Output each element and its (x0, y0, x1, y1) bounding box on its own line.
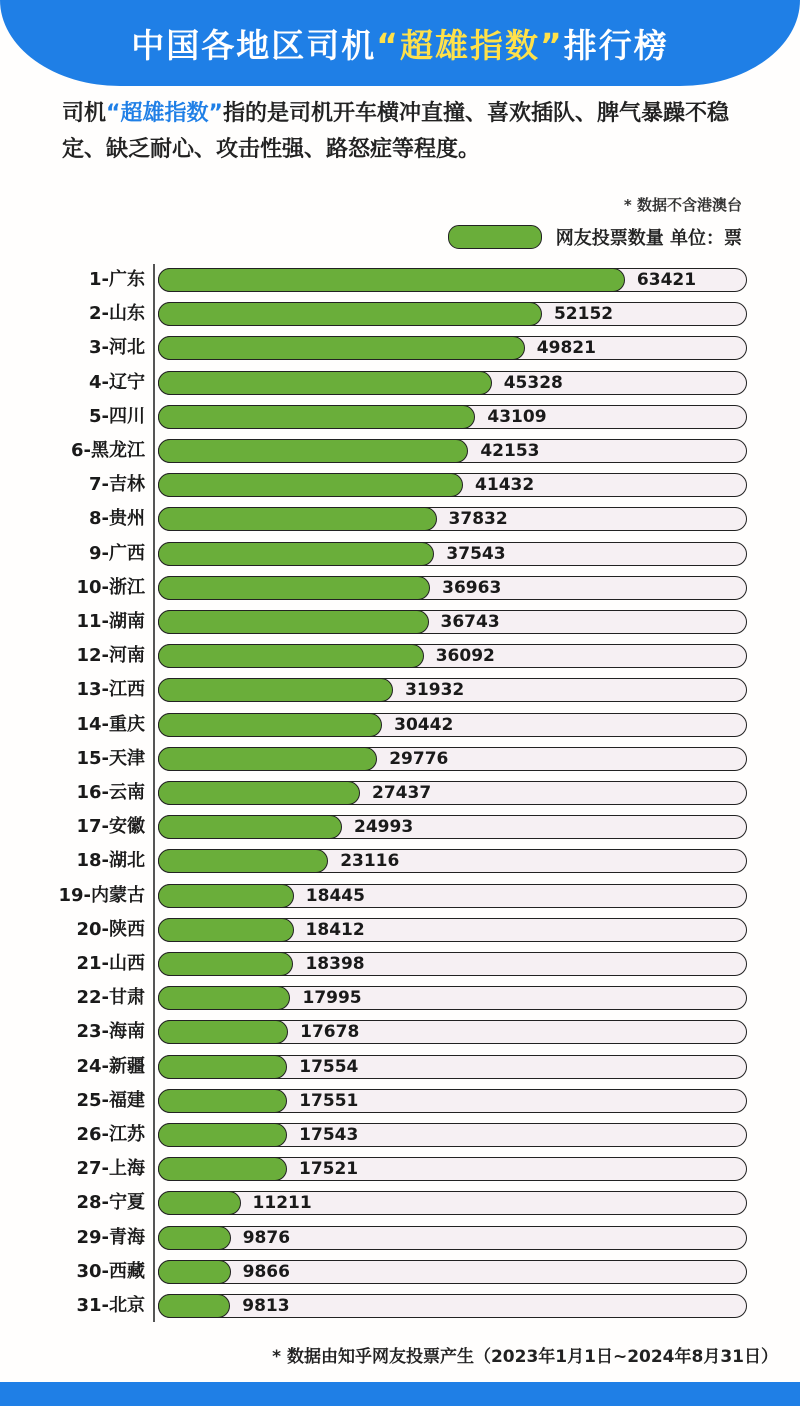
footer-bar (0, 1382, 800, 1406)
bar-category-label: 29-青海 (76, 1226, 145, 1248)
bar-value-label: 9866 (242, 1261, 290, 1282)
bar-category-label: 16-云南 (76, 782, 145, 803)
legend-label: 网友投票数量 单位：票 (555, 228, 742, 249)
bar-row (0, 1289, 800, 1323)
bar-row (0, 947, 800, 981)
bar (158, 507, 437, 531)
bar (158, 815, 342, 839)
bar (158, 1191, 241, 1215)
bar-category-label: 27-上海 (76, 1158, 145, 1180)
bar-row (0, 434, 800, 468)
bar-row (0, 263, 800, 297)
bar-row (0, 1050, 800, 1084)
intro-body: 指的是司机开车横冲直撞、喜欢插队、脾气暴躁不稳定、缺乏耐心、攻击性强、路怒症等程度。 (62, 101, 729, 162)
bar (158, 1294, 230, 1318)
bar-row (0, 502, 800, 536)
bar-row (0, 1084, 800, 1118)
bar-row (0, 571, 800, 605)
bar-value-label: 9876 (242, 1227, 291, 1248)
bar (158, 610, 429, 634)
title-suffix: 排行榜 (563, 25, 669, 65)
bar-row (0, 708, 800, 742)
bar-row (0, 537, 800, 571)
bar-category-label: 23-海南 (76, 1021, 145, 1043)
bar-category-label: 1-广东 (89, 269, 145, 290)
source-note: * 数据由知乎网友投票产生（2023年1月1日~2024年8月31日） (272, 1347, 778, 1367)
bar (158, 542, 434, 566)
bar-row (0, 844, 800, 878)
bar-row (0, 879, 800, 913)
bar-row (0, 297, 800, 331)
bar-category-label: 22-甘肃 (76, 987, 145, 1009)
intro-text (62, 96, 762, 168)
bar-value-label: 17551 (299, 1090, 359, 1111)
bar-category-label: 30-西藏 (76, 1260, 145, 1282)
title-prefix: 中国各地区司机 (131, 25, 377, 65)
bar-value-label: 23116 (340, 851, 400, 872)
bar-category-label: 28-宁夏 (76, 1192, 145, 1214)
bar-category-label: 20-陕西 (76, 918, 145, 940)
bar-value-label: 17995 (302, 988, 362, 1009)
title-highlight: “超雄指数” (376, 25, 564, 65)
bar-value-label: 49821 (536, 338, 596, 359)
bar-value-label: 41432 (475, 475, 535, 496)
bar (158, 439, 468, 463)
bar-row (0, 1221, 800, 1255)
bar-category-label: 12-河南 (76, 645, 145, 667)
bar-value-label: 52152 (553, 304, 614, 325)
bar (158, 713, 382, 737)
bar (158, 576, 430, 600)
bar (158, 1055, 287, 1079)
bar-value-label: 9813 (242, 1296, 290, 1316)
bar-value-label: 27437 (372, 783, 432, 803)
bar-value-label: 45328 (503, 372, 563, 393)
bar-row (0, 468, 800, 502)
bar-value-label: 24993 (354, 817, 414, 838)
legend (448, 224, 742, 250)
bar-category-label: 15-天津 (76, 747, 145, 769)
bar-row (0, 673, 800, 707)
bar-row (0, 1015, 800, 1049)
bar-value-label: 17554 (299, 1056, 359, 1077)
bar-category-label: 5-四川 (89, 405, 145, 427)
bar-value-label: 30442 (394, 714, 454, 735)
bar-category-label: 9-广西 (89, 542, 145, 564)
bar-row (0, 1152, 800, 1186)
bar (158, 644, 424, 668)
bar-value-label: 36743 (440, 612, 500, 632)
bar-category-label: 10-浙江 (76, 576, 145, 598)
bar-value-label: 17678 (300, 1022, 360, 1043)
bar-value-label: 42153 (480, 441, 540, 461)
bar-category-label: 21-山西 (76, 953, 145, 974)
bar (158, 1260, 231, 1284)
bar-category-label: 4-辽宁 (89, 371, 145, 393)
bar-category-label: 25-福建 (76, 1089, 145, 1111)
page-title (131, 20, 668, 67)
bar-value-label: 18398 (305, 954, 365, 974)
intro-highlight: “超雄指数” (106, 101, 223, 126)
bar (158, 678, 393, 702)
bar-track (158, 1191, 747, 1215)
bar (158, 884, 294, 908)
bar-category-label: 7-吉林 (89, 474, 145, 496)
bar-value-label: 37543 (446, 543, 506, 564)
bar-value-label: 17521 (298, 1159, 359, 1180)
bar-category-label: 6-黑龙江 (71, 440, 145, 461)
bar-value-label: 17543 (299, 1125, 359, 1145)
bar (158, 302, 542, 326)
bar-row (0, 331, 800, 365)
bar-category-label: 18-湖北 (76, 850, 145, 872)
bar-value-label: 18445 (305, 885, 365, 906)
bar (158, 1020, 288, 1044)
bar (158, 918, 294, 942)
bar-category-label: 31-北京 (76, 1295, 145, 1316)
bar (158, 1226, 231, 1250)
bar (158, 1157, 287, 1181)
bar-row (0, 981, 800, 1015)
bar (158, 849, 328, 873)
data-scope-note: * 数据不含港澳台 (623, 196, 742, 214)
bar (158, 986, 290, 1010)
bar-row (0, 742, 800, 776)
bar-value-label: 31932 (405, 680, 465, 701)
bar-value-label: 18412 (305, 919, 365, 940)
bar-row (0, 400, 800, 434)
bar (158, 268, 625, 292)
bar (158, 336, 525, 360)
bar-row (0, 1255, 800, 1289)
bar-row (0, 776, 800, 810)
bar-category-label: 11-湖南 (76, 611, 145, 632)
bar-value-label: 63421 (636, 270, 697, 290)
bar-row (0, 605, 800, 639)
bar-category-label: 24-新疆 (76, 1055, 145, 1077)
bar-category-label: 26-江苏 (76, 1124, 145, 1145)
bar-category-label: 17-安徽 (76, 816, 145, 838)
title-banner (0, 0, 800, 86)
bar-row (0, 366, 800, 400)
bar-value-label: 36092 (435, 646, 495, 667)
bar-value-label: 29776 (389, 748, 449, 769)
bar (158, 371, 492, 395)
bar-row (0, 639, 800, 673)
bar (158, 405, 475, 429)
bar-value-label: 43109 (487, 406, 547, 427)
bar-row (0, 1118, 800, 1152)
bar-category-label: 14-重庆 (76, 713, 145, 735)
legend-swatch (448, 225, 542, 249)
bar-category-label: 8-贵州 (89, 508, 145, 530)
intro-prefix: 司机 (62, 101, 107, 126)
bar (158, 952, 293, 976)
bar-category-label: 19-内蒙古 (58, 884, 145, 906)
bar-row (0, 810, 800, 844)
bar-value-label: 37832 (448, 509, 508, 530)
bar-value-label: 36963 (442, 577, 502, 598)
bar (158, 473, 463, 497)
bar-category-label: 2-山东 (89, 303, 145, 325)
bar-category-label: 3-河北 (89, 337, 145, 359)
bar-row (0, 913, 800, 947)
bar-value-label: 11211 (252, 1193, 312, 1214)
bar (158, 781, 360, 805)
bar (158, 747, 377, 771)
bar (158, 1123, 287, 1147)
bar-row (0, 1186, 800, 1220)
bar-category-label: 13-江西 (76, 679, 145, 701)
bar (158, 1089, 287, 1113)
